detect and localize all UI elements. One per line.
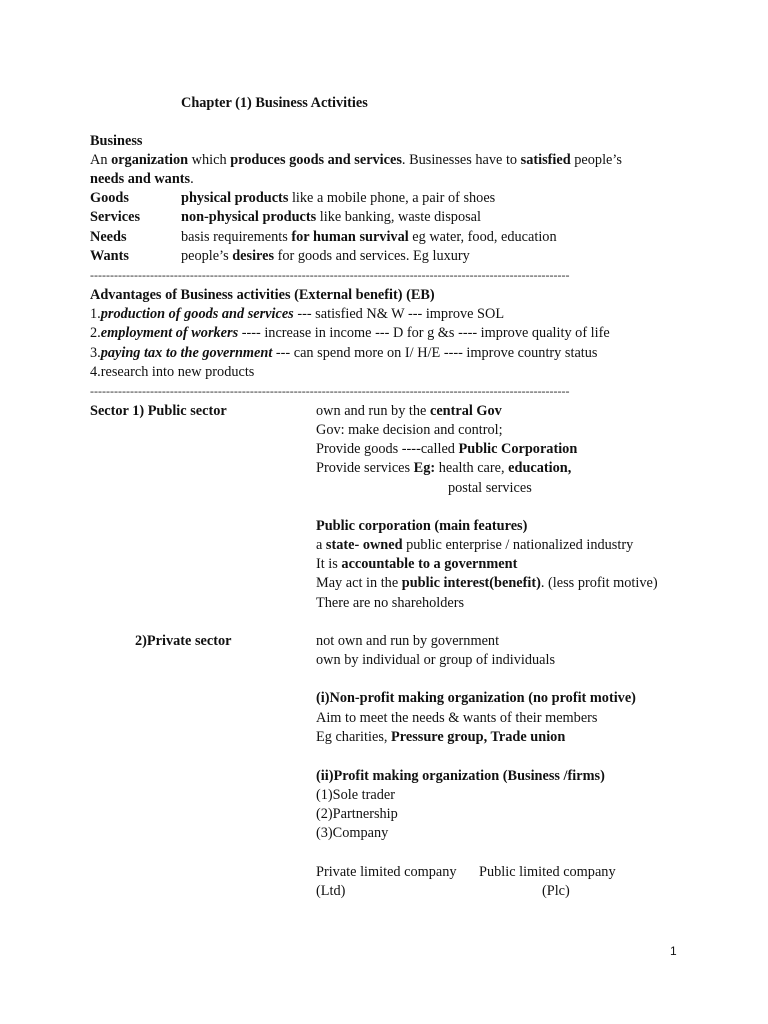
bold-text: state- owned — [325, 537, 403, 553]
definition-bold: for human survival — [291, 229, 409, 245]
business-intro-line2 — [90, 170, 194, 189]
text: It is — [316, 556, 342, 572]
advantage-item — [90, 344, 597, 363]
advantages-heading: Advantages of Business activities (External benefit) (EB) — [90, 287, 435, 303]
private-sector-label: 2)Private sector — [135, 633, 232, 649]
text: public enterprise / nationalized industry — [402, 537, 634, 553]
advantage-number: 2. — [90, 325, 101, 341]
advantage-rest: ---- increase in income --- D for g &s ---- improve quality of life — [238, 325, 610, 341]
advantage-number: 3. — [90, 345, 101, 361]
private-limited-label: Private limited company — [316, 864, 457, 880]
intro-text: An — [90, 152, 112, 168]
non-profit-line: Aim to meet the needs & wants of their members — [316, 710, 598, 726]
text: own and run by the — [316, 403, 430, 419]
advantage-item — [90, 324, 610, 343]
definition-term: Needs — [90, 229, 127, 245]
intro-bold-needs-wants: needs and wants — [90, 171, 191, 187]
text: May act in the — [316, 575, 402, 591]
public-corporation-feature — [316, 555, 517, 574]
definition-term: Goods — [90, 190, 129, 206]
business-heading: Business — [90, 133, 143, 149]
advantage-rest: --- satisfied N& W --- improve SOL — [293, 306, 505, 322]
definition-text — [181, 208, 481, 227]
profit-item: (1)Sole trader — [316, 787, 395, 803]
advantage-item — [90, 305, 504, 324]
definition-text — [181, 189, 495, 208]
intro-text: which — [188, 152, 231, 168]
intro-text: . — [190, 171, 194, 187]
bold-text: education, — [508, 460, 572, 476]
definition-bold: physical products — [181, 190, 289, 206]
business-intro-line1 — [90, 151, 622, 170]
public-corporation-feature — [316, 536, 633, 555]
non-profit-line — [316, 728, 565, 747]
private-sector-line: not own and run by government — [316, 633, 500, 649]
advantage-key: employment of workers — [100, 325, 239, 341]
bold-text: Public Corporation — [458, 441, 578, 457]
advantage-number: 4. — [90, 364, 101, 380]
profit-item: (2)Partnership — [316, 806, 398, 822]
private-sector-line: own by individual or group of individuals — [316, 652, 556, 668]
public-corporation-feature — [316, 574, 658, 593]
section-divider: ------------------------------------------------------------------------------------------------------------------------ — [90, 384, 570, 398]
text: a — [316, 537, 326, 553]
definition-term: Wants — [90, 248, 129, 264]
bold-text: Eg: — [413, 460, 436, 476]
definition-rest: like a mobile phone, a pair of shoes — [288, 190, 496, 206]
definition-pre: people’s — [181, 248, 233, 264]
text: . (less profit motive) — [540, 575, 658, 591]
text: Provide goods ----called — [316, 441, 459, 457]
text: Eg charities, — [316, 729, 392, 745]
definition-rest: for goods and services. Eg luxury — [274, 248, 470, 264]
public-limited-label: Public limited company — [479, 864, 616, 880]
bold-text: accountable to a government — [341, 556, 518, 572]
intro-text: . Businesses have to — [401, 152, 521, 168]
definition-term: Services — [90, 209, 141, 225]
definition-row — [0, 189, 768, 208]
public-sector-line — [316, 440, 577, 459]
advantage-rest: research into new products — [100, 364, 255, 380]
public-corporation-heading: Public corporation (main features) — [316, 518, 528, 534]
public-sector-line — [316, 402, 502, 421]
public-sector-line — [316, 459, 571, 478]
bold-text: public interest(benefit) — [401, 575, 541, 591]
profit-heading: (ii)Profit making organization (Business /firms) — [316, 768, 605, 784]
intro-text: people’s — [570, 152, 622, 168]
intro-bold-organization: organization — [111, 152, 189, 168]
public-sector-line: Gov: make decision and control; — [316, 422, 503, 438]
public-corporation-feature: There are no shareholders — [316, 595, 465, 611]
non-profit-heading: (i)Non-profit making organization (no profit motive) — [316, 690, 636, 706]
public-sector-label: Sector 1) Public sector — [90, 403, 227, 419]
definition-text — [181, 228, 557, 247]
plc-abbreviation: (Plc) — [542, 883, 570, 899]
profit-item: (3)Company — [316, 825, 389, 841]
intro-bold-satisfied: satisfied — [520, 152, 571, 168]
intro-bold-produces: produces goods and services — [230, 152, 402, 168]
definition-text — [181, 247, 470, 266]
advantage-number: 1. — [90, 306, 101, 322]
public-sector-line: postal services — [448, 480, 532, 496]
definition-bold: desires — [232, 248, 275, 264]
page-number: 1 — [670, 944, 677, 958]
ltd-abbreviation: (Ltd) — [316, 883, 346, 899]
bold-text: Pressure group, Trade union — [391, 729, 566, 745]
definition-rest: eg water, food, education — [408, 229, 557, 245]
definition-bold: non-physical products — [181, 209, 317, 225]
text: health care, — [435, 460, 509, 476]
advantage-key: paying tax to the government — [100, 345, 273, 361]
bold-text: central Gov — [429, 403, 502, 419]
advantage-key: production of goods and services — [100, 306, 294, 322]
definition-row — [0, 247, 768, 266]
advantage-item — [90, 363, 254, 382]
section-divider: ------------------------------------------------------------------------------------------------------------------------ — [90, 268, 570, 282]
definition-pre: basis requirements — [181, 229, 292, 245]
definition-rest: like banking, waste disposal — [316, 209, 481, 225]
page-title: Chapter (1) Business Activities — [181, 95, 368, 111]
definition-row — [0, 208, 768, 227]
text: Provide services — [316, 460, 414, 476]
definition-row — [0, 228, 768, 247]
advantage-rest: --- can spend more on I/ H/E ---- improve country status — [272, 345, 598, 361]
